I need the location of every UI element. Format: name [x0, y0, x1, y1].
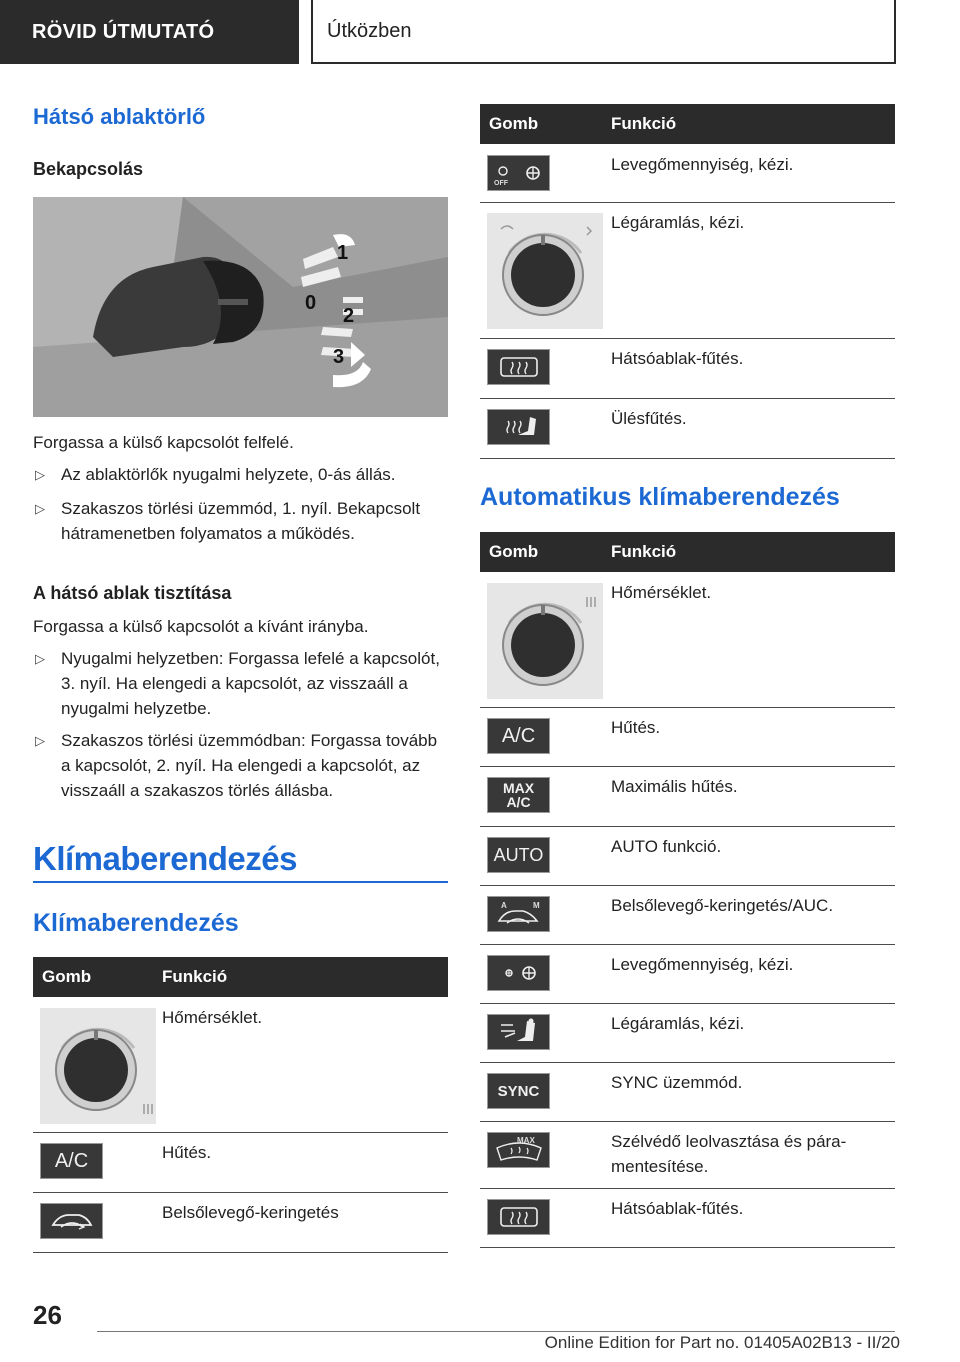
auc-recirculation-icon — [487, 896, 550, 932]
column-header-button: Gomb — [489, 114, 539, 133]
row-function: Légáramlás, kézi. — [611, 1014, 745, 1033]
row-function: Levegőmennyiség, kézi. — [611, 955, 794, 974]
rear-window-heating-icon — [487, 349, 550, 385]
max-defrost-icon — [487, 1132, 550, 1168]
bullet-text: Szakaszos törlési üzemmódban: Forgassa tovább a kapcsolót, 2. nyíl. Ha elengedi a kapcsolót, az visszaáll a szakaszos törlés állásba. — [61, 731, 438, 800]
cleaning-intro: Forgassa a külső kapcsolót a kívánt irányba. — [33, 617, 369, 636]
manual-climate-table — [480, 104, 895, 459]
chapter-rule — [33, 881, 448, 883]
table-row — [480, 1121, 895, 1189]
rear-wiper-title: Hátsó ablaktörlő — [33, 104, 206, 129]
bullet-item — [33, 646, 448, 721]
table-row — [480, 1003, 895, 1063]
auto-button-icon: AUTO — [487, 837, 550, 873]
row-function: Belsőlevegő-keringetés/AUC. — [611, 896, 834, 915]
ac-button-icon: A/C — [487, 718, 550, 754]
intro-text: Forgassa a külső kapcsolót felfelé. — [33, 433, 294, 452]
table-header — [480, 532, 895, 572]
max-ac-button-icon — [487, 777, 550, 813]
table-header — [33, 957, 448, 997]
triangle-bullet-icon: ▷ — [35, 733, 45, 748]
auc-label-a: A — [500, 901, 507, 910]
row-function: Hőmérséklet. — [162, 1008, 263, 1027]
column-header-button: Gomb — [489, 542, 539, 561]
edition-text: Online Edition for Part no. 01405A02B13 - II/20 — [544, 1333, 900, 1352]
chapter-title: Klímaberendezés — [33, 840, 297, 877]
max-defrost-label: MAX — [516, 1136, 535, 1145]
row-function: Hátsóablak-fűtés. — [611, 349, 744, 368]
section-title-climate: Klímaberendezés — [33, 909, 239, 937]
off-label: OFF — [493, 180, 508, 187]
footer-rule — [97, 1331, 895, 1332]
header-chapter: Útközben — [311, 0, 896, 64]
row-function: Hőmérséklet. — [611, 583, 712, 602]
bullet-item — [33, 496, 448, 546]
table-row — [480, 202, 895, 339]
table-row — [33, 1132, 448, 1193]
table-header — [480, 104, 895, 144]
table-row — [480, 1188, 895, 1248]
bullet-text: Az ablaktörlők nyugalmi helyzete, 0-ás állás. — [61, 465, 396, 484]
recirculation-icon — [40, 1203, 103, 1239]
row-function: Szélvédő leolvasztása és páramentesítése. — [611, 1132, 847, 1176]
row-function: AUTO funkció. — [611, 837, 722, 856]
row-function: Légáramlás, kézi. — [611, 213, 745, 232]
arrow-label-1: 1 — [337, 242, 349, 264]
fan-off-button-icon — [487, 155, 550, 191]
header-section: RÖVID ÚTMUTATÓ — [0, 0, 299, 64]
automatic-climate-table — [480, 532, 895, 1248]
rear-window-cleaning-title: A hátsó ablak tisztítása — [33, 583, 232, 603]
seat-heating-icon — [487, 409, 550, 445]
table-row — [480, 338, 895, 399]
climate-table — [33, 957, 448, 1253]
rear-window-heating-icon — [487, 1199, 550, 1235]
temperature-knob-icon — [40, 1008, 156, 1124]
table-row — [480, 144, 895, 203]
bullet-item — [33, 728, 448, 803]
row-function: Ülésfűtés. — [611, 409, 687, 428]
bullet-item — [33, 462, 448, 487]
row-function: Levegőmennyiség, kézi. — [611, 155, 794, 174]
table-row — [480, 707, 895, 767]
triangle-bullet-icon: ▷ — [35, 501, 45, 516]
air-distribution-knob-icon — [487, 213, 603, 329]
row-function: Hűtés. — [611, 718, 661, 737]
table-row — [480, 398, 895, 459]
table-row — [480, 885, 895, 945]
row-function: Hűtés. — [162, 1143, 212, 1162]
bullet-text: Szakaszos törlési üzemmód, 1. nyíl. Bekapcsolt hátramenetben folyamatos a működés. — [61, 499, 421, 543]
row-function: Maximális hűtés. — [611, 777, 738, 796]
column-header-function: Funkció — [611, 542, 677, 561]
triangle-bullet-icon: ▷ — [35, 467, 45, 482]
table-row — [480, 766, 895, 827]
air-distribution-icon — [487, 1014, 550, 1050]
table-row — [33, 1192, 448, 1253]
row-function: SYNC üzemmód. — [611, 1073, 743, 1092]
auc-label-m: M — [532, 901, 540, 910]
table-row — [33, 997, 448, 1133]
ac-button-icon: A/C — [40, 1143, 103, 1179]
fan-speed-icon — [487, 955, 550, 991]
row-function: Belsőlevegő-keringetés — [162, 1203, 339, 1222]
position-label-0: 0 — [305, 292, 317, 314]
sync-button-icon: SYNC — [487, 1073, 550, 1109]
page-number: 26 — [33, 1300, 62, 1330]
temperature-knob-icon — [487, 583, 603, 699]
arrow-label-2: 2 — [343, 305, 355, 327]
arrow-label-3: 3 — [333, 346, 345, 368]
switch-on-subtitle: Bekapcsolás — [33, 159, 144, 179]
column-header-function: Funkció — [611, 114, 677, 133]
table-row — [480, 826, 895, 886]
table-row — [480, 572, 895, 708]
table-row — [480, 1062, 895, 1122]
section-title-automatic-climate: Automatikus klímaberendezés — [480, 483, 840, 511]
column-header-function: Funkció — [162, 967, 228, 986]
bullet-text: Nyugalmi helyzetben: Forgassa lefelé a kapcsolót, 3. nyíl. Ha elengedi a kapcsolót, az visszaáll a nyugalmi helyzetbe. — [61, 649, 440, 718]
triangle-bullet-icon: ▷ — [35, 651, 45, 666]
row-function: Hátsóablak-fűtés. — [611, 1199, 744, 1218]
column-header-button: Gomb — [42, 967, 92, 986]
max-ac-line1: MAX — [502, 780, 535, 796]
table-row — [480, 944, 895, 1004]
wiper-stalk-photo — [33, 197, 448, 417]
max-ac-line2: A/C — [506, 794, 531, 810]
